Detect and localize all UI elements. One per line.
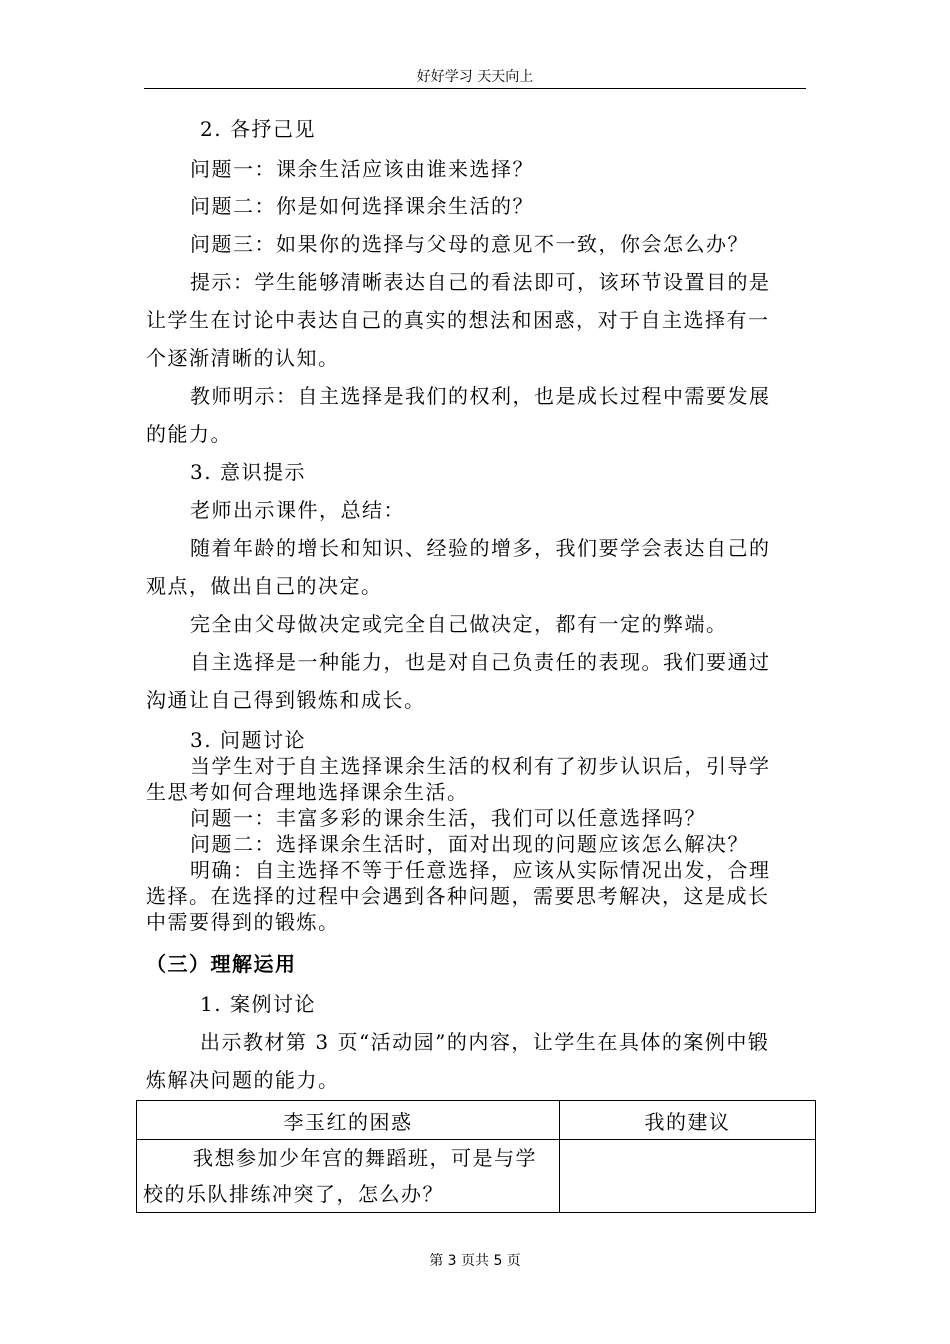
paragraph-line: 提示：学生能够清晰表达自己的看法即可，该环节设置目的是 <box>190 270 771 294</box>
page-header: 好好学习 天天向上 <box>416 69 534 85</box>
paragraph-line: 让学生在讨论中表达自己的真实的想法和困惑，对于自主选择有一 <box>146 308 770 332</box>
paragraph-line: 问题二：你是如何选择课余生活的？ <box>190 194 534 218</box>
paragraph-line: 问题一：课余生活应该由谁来选择？ <box>190 157 534 181</box>
paragraph-line: 问题三：如果你的选择与父母的意见不一致，你会怎么办？ <box>190 232 749 256</box>
paragraph-line: 的能力。 <box>146 422 232 446</box>
paragraph-line: 炼解决问题的能力。 <box>146 1068 340 1092</box>
section-heading: 3. 意识提示 <box>190 460 306 484</box>
table-header-row <box>137 1101 816 1140</box>
paragraph-line: 当学生对于自主选择课余生活的权利有了初步认识后，引导学 <box>190 754 771 778</box>
paragraph-line: 观点，做出自己的决定。 <box>146 574 383 598</box>
paragraph-line: 明确：自主选择不等于任意选择，应该从实际情况出发，合理 <box>190 858 771 882</box>
cell-text-line: 校的乐队排练冲突了，怎么办？ <box>143 1182 444 1206</box>
paragraph-line: 完全由父母做决定或完全自己做决定，都有一定的弊端。 <box>190 612 728 636</box>
paragraph-line: 出示教材第 3 页“活动园”的内容，让学生在具体的案例中锻 <box>200 1030 770 1054</box>
paragraph-line: 沟通让自己得到锻炼和成长。 <box>146 688 426 712</box>
table-header-cell: 李玉红的困惑 <box>137 1101 560 1140</box>
section-heading: 3. 问题讨论 <box>190 728 306 752</box>
page-footer: 第 3 页共 5 页 <box>429 1253 521 1269</box>
cell-text-line: 我想参加少年宫的舞蹈班，可是与学 <box>193 1146 537 1170</box>
section-heading: 2. 各抒己见 <box>200 117 316 141</box>
paragraph-line: 中需要得到的锻炼。 <box>146 910 340 934</box>
table-header-cell: 我的建议 <box>560 1101 816 1140</box>
paragraph-line: 教师明示：自主选择是我们的权利，也是成长过程中需要发展 <box>190 384 771 408</box>
paragraph-line: 问题二：选择课余生活时，面对出现的问题应该怎么解决？ <box>190 832 749 856</box>
paragraph-line: 生思考如何合理地选择课余生活。 <box>146 780 469 804</box>
case-table <box>136 1100 816 1213</box>
section-title: （三）理解运用 <box>146 952 297 976</box>
paragraph-line: 随着年龄的增长和知识、经验的增多，我们要学会表达自己的 <box>190 536 771 560</box>
paragraph-line: 自主选择是一种能力，也是对自己负责任的表现。我们要通过 <box>190 650 771 674</box>
section-heading: 1. 案例讨论 <box>200 992 316 1016</box>
suggestion-cell <box>560 1140 816 1213</box>
paragraph-line: 选择。在选择的过程中会遇到各种问题，需要思考解决，这是成长 <box>146 884 770 908</box>
table-row <box>137 1140 816 1213</box>
table-cell <box>137 1140 560 1213</box>
paragraph-line: 问题一：丰富多彩的课余生活，我们可以任意选择吗？ <box>190 806 706 830</box>
paragraph-line: 个逐渐清晰的认知。 <box>146 346 340 370</box>
paragraph-line: 老师出示课件，总结： <box>190 498 405 522</box>
header-divider <box>144 88 806 89</box>
